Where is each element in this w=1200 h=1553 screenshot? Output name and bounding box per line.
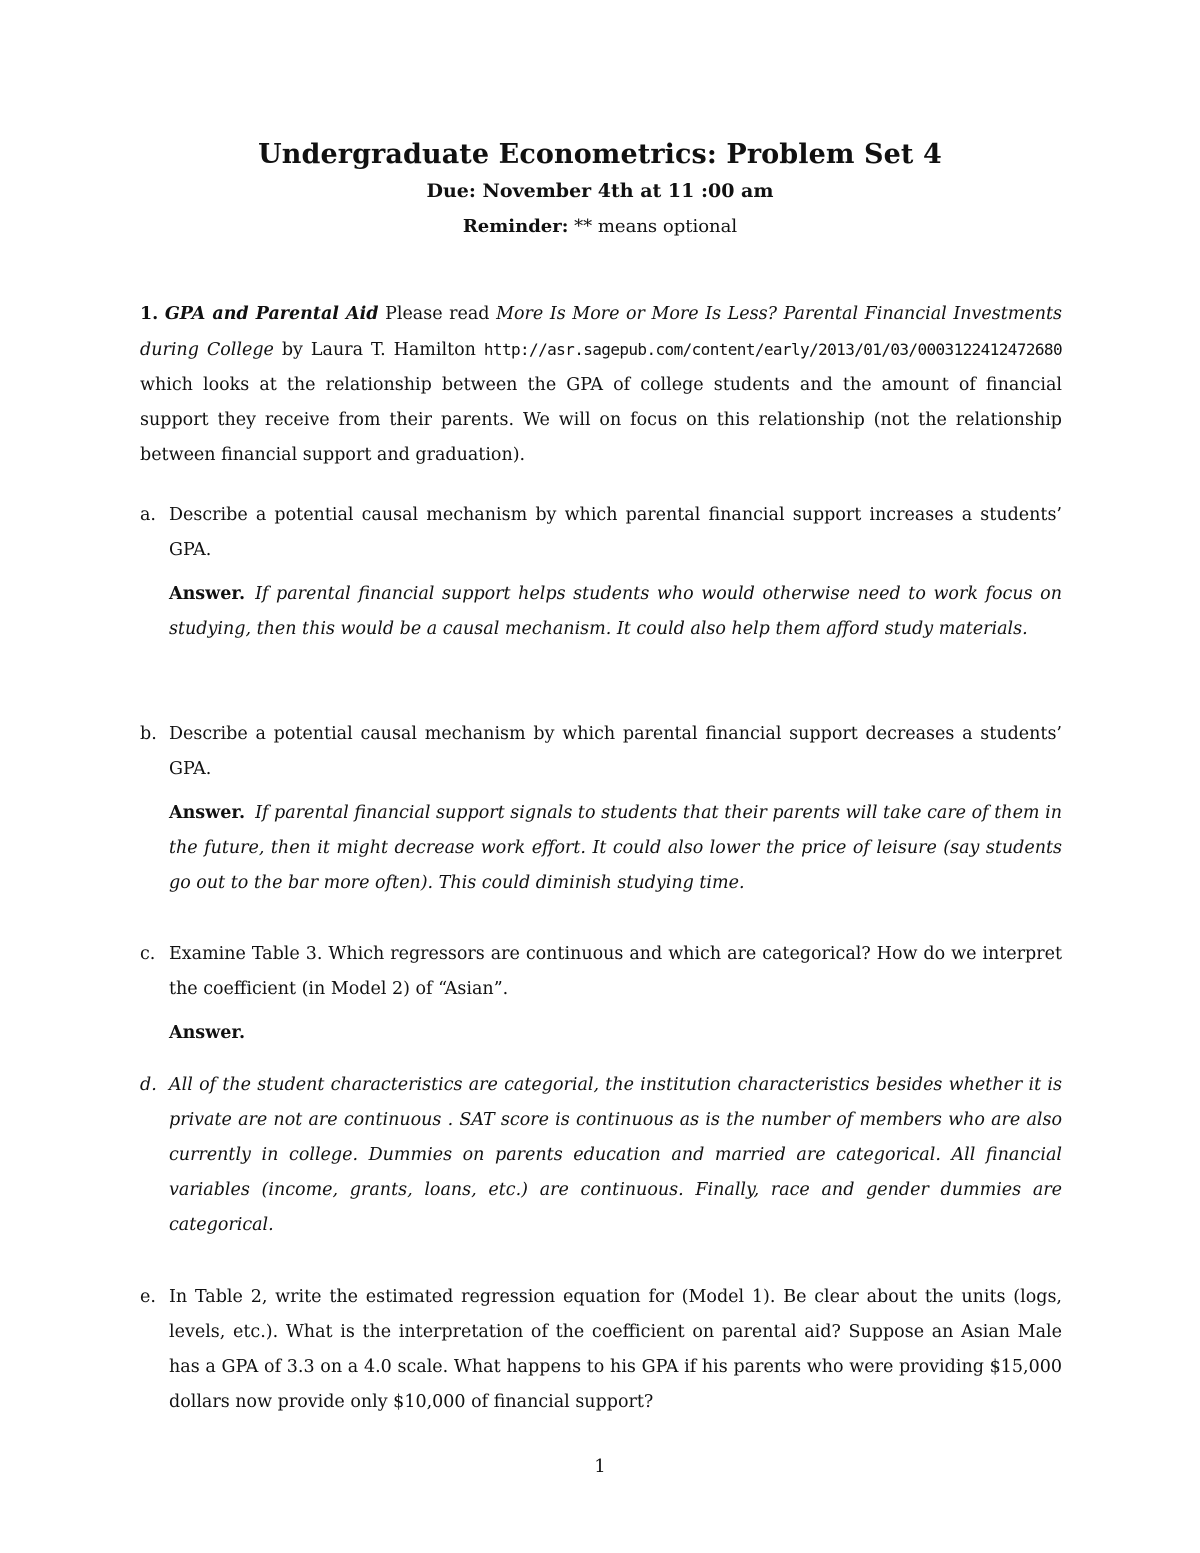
part-text: Examine Table 3. Which regressors are continuous and which are categorical? How do we interpret the coefficient (in Model 2) of “Asian”. [169,944,1062,999]
part-b [140,717,1062,787]
answer-text: If parental financial support helps students who would otherwise need to work focus on studying, then this would be a causal mechanism. It could also help them afford study materials. [169,584,1062,639]
page-number: 1 [594,1456,606,1477]
reminder-label: Reminder: [462,216,569,237]
part-label: b. [140,724,157,744]
part-text: In Table 2, write the estimated regression equation for (Model 1). Be clear about the units (logs, levels, etc.). What is the interpretation of the coefficient on parental aid? Suppose an Asian Male has a GPA of 3.3 on a 4.0 scale. What happens to his GPA if his parents who were providing $15,000 dollars now provide only $10,000 of financial support? [169,1287,1062,1412]
article-url[interactable]: http://asr.sagepub.com/content/early/2013/01/03/0003122412472680 [483,340,1062,359]
part-text: All of the student characteristics are categorial, the institution characteristics besides whether it is private are not are continuous . SAT score is continuous as is the number of members who are also currently in college. Dummies on parents education and married are categorical. All financial variables (income, grants, loans, etc.) are continuous. Finally, race and gender dummies are categorical. [169,1075,1062,1235]
answer-b [169,796,1062,901]
part-e [140,1280,1062,1420]
answer-c [169,1016,1062,1051]
reminder-text: ** means optional [574,216,738,237]
answer-a [169,577,1062,647]
part-c [140,937,1062,1007]
answer-label: Answer. [169,584,246,604]
part-label: a. [140,505,156,525]
answer-label: Answer. [169,1023,246,1043]
part-label: c. [140,944,156,964]
document-title: Undergraduate Econometrics: Problem Set 4 [258,139,942,170]
part-label: d. [140,1075,157,1095]
part-text: Describe a potential causal mechanism by which parental financial support increases a students’ GPA. [169,505,1062,560]
article-author: by Laura T. Hamilton [281,340,476,360]
part-text: Describe a potential causal mechanism by which parental financial support decreases a students’ GPA. [169,724,1062,779]
question-heading: GPA and Parental Aid [164,304,379,324]
part-label: e. [140,1287,156,1307]
part-d [140,1068,1062,1243]
question-number: 1. [140,304,159,324]
question-1 [140,297,1062,473]
due-date: Due: November 4th at 11 :00 am [426,180,774,202]
answer-label: Answer. [169,803,246,823]
part-a [140,498,1062,568]
question-intro-rest: which looks at the relationship between the GPA of college students and the amount of financial support they receive from their parents. We will on focus on this relationship (not the relationship between financial support and graduation). [140,375,1062,465]
question-intro-pre: Please read [385,304,490,324]
article-title: More Is More or More Is Less? Parental Financial Investments during College [140,304,1062,360]
reminder-line [0,214,1200,240]
answer-text: If parental financial support signals to students that their parents will take care of them in the future, then it might decrease work effort. It could also lower the price of leisure (say students go out to the bar more often). This could diminish studying time. [169,803,1062,893]
